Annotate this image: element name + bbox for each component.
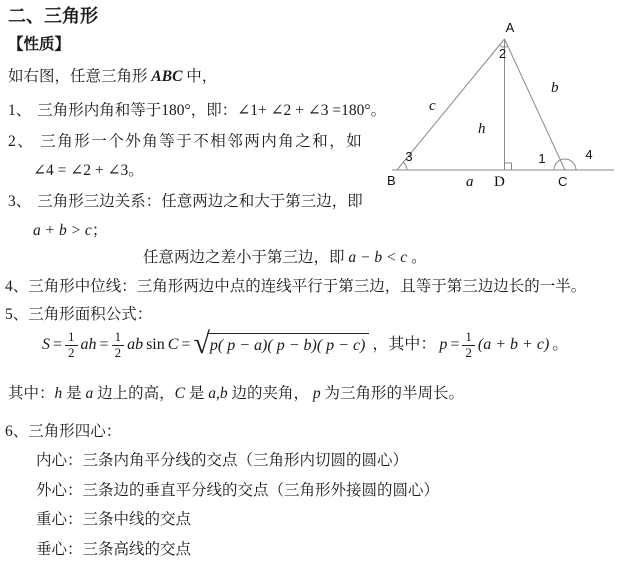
- angle-label-3: 3: [405, 149, 413, 164]
- item-6-marker: 6、: [5, 423, 29, 440]
- height-label-h: h: [478, 121, 486, 137]
- vertex-label-a: A: [505, 20, 515, 35]
- var-c-angle: C: [174, 385, 186, 402]
- var-ab: a,b: [208, 385, 228, 402]
- equals-sign: =: [99, 336, 109, 354]
- item-4-marker: 4、: [5, 278, 29, 295]
- item-3-text-2: 任意两边之差小于第三边，即: [143, 249, 345, 266]
- formula-end: 。: [552, 336, 569, 354]
- square-root: [193, 326, 369, 360]
- note-t3: 边上的高，: [93, 385, 175, 402]
- var-p: p: [312, 385, 321, 402]
- side-label-b: b: [551, 80, 559, 96]
- radical-sign: √: [193, 326, 210, 360]
- doc-title: 二、三角形: [8, 6, 98, 26]
- var-a: a: [85, 385, 94, 402]
- intro-pre: 如右图，任意三角形: [8, 68, 148, 85]
- angle-label-2: 2: [498, 46, 507, 61]
- fraction-denominator: 2: [462, 345, 475, 361]
- item-5-text: 三角形面积公式：: [28, 306, 153, 323]
- side-ab: [397, 39, 505, 170]
- item-6-text: 三角形四心：: [28, 423, 122, 440]
- item-3-math-2: a − b < c: [344, 249, 412, 266]
- section-heading: 【性质】: [8, 36, 71, 53]
- intro-line: [8, 67, 217, 87]
- item-2-line-1: [8, 132, 363, 152]
- item-1-math: ∠1+ ∠2 + ∠3 =180°: [237, 102, 371, 119]
- foot-label-d: D: [494, 174, 505, 190]
- equals-sign: =: [181, 336, 191, 354]
- formula-ah: ah: [80, 336, 97, 354]
- item-3-marker: 3、: [8, 193, 32, 210]
- item-2-math: ∠4 = ∠2 + ∠3: [33, 162, 129, 179]
- intro-post: 中，: [186, 68, 218, 85]
- item-1-end: 。: [370, 102, 387, 119]
- item-5-line: [5, 305, 152, 325]
- right-angle-mark: [505, 163, 512, 170]
- area-formula: [42, 326, 569, 361]
- formula-s: S: [42, 336, 50, 354]
- item-5-marker: 5、: [5, 306, 29, 323]
- item-2-line-2: [33, 161, 144, 181]
- formula-p: p: [439, 336, 448, 354]
- fraction-denominator: 2: [112, 345, 125, 361]
- item-1-marker: 1、: [8, 102, 32, 119]
- note-t2: 是: [62, 385, 86, 402]
- note-t1: 其中：: [8, 385, 55, 402]
- item-3-line-1: [8, 192, 363, 212]
- radicand: p( p − a)( p − b)( p − c): [207, 333, 369, 357]
- formula-mid-text: ，其中：: [372, 336, 437, 354]
- formula-ab: ab: [127, 336, 144, 354]
- item-2-marker: 2、: [8, 133, 35, 150]
- angle-label-4: 4: [585, 147, 593, 162]
- sin-function: sin: [146, 336, 165, 354]
- item-6-line: [5, 422, 121, 442]
- item-1-text: 三角形内角和等于180°，即：: [37, 102, 238, 119]
- side-label-c: c: [429, 98, 436, 114]
- formula-angle-c: C: [167, 336, 179, 354]
- formula-abc-sum: (a + b + c): [477, 336, 550, 354]
- angle-arc-c: [554, 159, 576, 170]
- note-t6: 为三角形的半周长。: [320, 385, 465, 402]
- item-2-text: 三角形一个外角等于不相邻两内角之和，如: [40, 133, 364, 150]
- item-3-line-3: [143, 248, 427, 268]
- item-3-end: 。: [411, 249, 427, 266]
- fraction-numerator: 1: [114, 329, 122, 344]
- note-line: [8, 384, 464, 404]
- center-incenter-line: 内心：三条内角平分线的交点（三角形内切圆的圆心）: [36, 452, 409, 469]
- triangle-name-abc: ABC: [147, 68, 187, 85]
- triangle-diagram: [385, 15, 618, 195]
- item-4-text: 三角形中位线：三角形两边中点的连线平行于第三边，且等于第三边边长的一半。: [28, 278, 587, 295]
- center-circumcenter-line: 外心：三条边的垂直平分线的交点（三角形外接圆的圆心）: [36, 482, 440, 499]
- fraction-numerator: 1: [465, 329, 472, 344]
- item-1-line: [8, 101, 386, 121]
- item-2-end: 。: [128, 162, 144, 179]
- fraction-one-half: [112, 330, 125, 361]
- equals-sign: =: [450, 336, 460, 354]
- vertex-label-b: B: [387, 173, 396, 188]
- item-3-sep: ；: [91, 222, 108, 239]
- side-ac: [505, 39, 566, 170]
- var-h: h: [54, 385, 63, 402]
- item-4-line: [5, 277, 586, 297]
- fraction-numerator: 1: [68, 329, 75, 344]
- side-label-a: a: [466, 174, 474, 190]
- fraction-one-half: [462, 330, 475, 361]
- center-orthocenter-line: 垂心：三条高线的交点: [36, 541, 192, 558]
- item-3-line-2: [33, 221, 107, 241]
- angle-label-1: 1: [538, 151, 546, 166]
- fraction-one-half: [65, 330, 78, 361]
- center-centroid-line: 重心：三条中线的交点: [36, 511, 192, 528]
- item-3-text: 三角形三边关系：任意两边之和大于第三边，即: [37, 193, 363, 210]
- note-t5: 边的夹角，: [227, 385, 313, 402]
- equals-sign: =: [53, 336, 63, 354]
- note-t4: 是: [185, 385, 209, 402]
- vertex-label-c: C: [558, 174, 568, 189]
- fraction-denominator: 2: [65, 345, 78, 361]
- item-3-math-1: a + b > c: [33, 222, 92, 239]
